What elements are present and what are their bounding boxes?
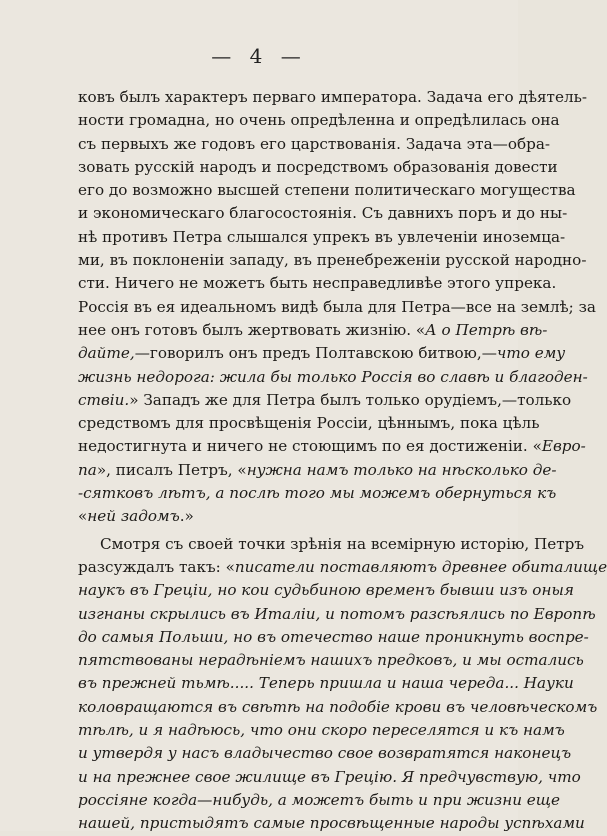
text-line — [78, 272, 557, 295]
text-segment: средствомъ для просвѣщенія Россіи, цѣннымъ, пока цѣль — [78, 414, 540, 433]
text-line — [78, 626, 589, 649]
text-segment: Смотря съ своей точки зрѣнія на всемірную исторію, Петръ — [100, 534, 585, 553]
italic-segment: жизнь недорога: жила бы только Россія во славѣ и благоден- — [78, 367, 588, 386]
text-line — [78, 672, 574, 695]
text-line — [78, 812, 585, 835]
text-line — [78, 156, 558, 179]
italic-segment: пятствованы нерадѣніемъ нашихъ предковъ, и мы остались — [78, 651, 584, 670]
italic-segment: и утвердя у насъ владычество свое возвратятся наконецъ — [78, 744, 572, 763]
text-line — [78, 202, 568, 225]
text-segment: недостигнута и ничего не стоющимъ по ея достиженіи. « — [78, 437, 542, 456]
text-line — [78, 319, 548, 342]
text-line — [78, 789, 560, 812]
text-line — [78, 226, 566, 249]
text-line — [78, 533, 585, 556]
text-segment: « — [78, 507, 88, 526]
text-segment: » Западъ же для Петра былъ только орудіемъ,—только — [129, 390, 572, 409]
text-line — [78, 133, 551, 156]
text-line — [78, 249, 587, 272]
italic-segment: А о Петрѣ вѣ- — [425, 320, 548, 339]
italic-segment: нужна намъ только на нѣсколько де- — [246, 460, 557, 479]
text-line — [78, 389, 572, 412]
text-segment: съ первыхъ же годовъ его царствованія. Задача эта—обра- — [78, 134, 551, 153]
italic-segment: -сятковъ лѣтъ, а послѣ того мы можемъ обернуться къ — [78, 484, 557, 503]
text-line — [78, 742, 572, 765]
text-line — [78, 459, 557, 482]
text-line — [78, 766, 581, 789]
text-segment: нее онъ готовъ былъ жертвовать жизнію. « — [78, 320, 426, 339]
text-segment: .» — [179, 507, 194, 526]
text-segment: его до возможно высшей степени политическаго могущества — [78, 181, 576, 200]
text-line — [78, 482, 557, 505]
italic-segment: Евро- — [541, 437, 586, 456]
text-segment: нѣ противъ Петра слышался упрекъ въ увлеченіи иноземца- — [78, 227, 566, 246]
text-line — [78, 579, 574, 602]
italic-segment: ней задомъ — [87, 507, 180, 526]
text-line — [78, 696, 598, 719]
italic-segment: наукъ въ Греціи, но кои судьбиною временъ бывши изъ оныя — [78, 581, 574, 600]
text-segment: ми, въ поклоненіи западу, въ пренебреженіи русской народно- — [78, 251, 587, 270]
italic-segment: въ прежней тьмѣ..... Теперь пришла и наша череда... Науки — [78, 674, 574, 693]
italic-segment: па — [78, 460, 97, 479]
text-line — [78, 86, 587, 109]
text-segment: Россія въ ея идеальномъ видѣ была для Петра—все на землѣ; за — [78, 297, 596, 316]
italic-segment: что ему — [496, 344, 566, 363]
page-number: — 4 — — [211, 44, 307, 68]
text-line — [78, 109, 560, 132]
text-line — [78, 505, 512, 528]
text-line — [78, 556, 607, 579]
italic-segment: и на прежнее свое жилище въ Грецію. Я предчувствую, что — [78, 767, 581, 786]
text-line — [78, 649, 584, 672]
italic-segment: нашей, пристыдятъ самые просвѣщенные народы успѣхами — [78, 814, 585, 833]
text-line — [78, 366, 588, 389]
text-line — [78, 296, 596, 319]
italic-segment: россіяне когда—нибудь, а можетъ быть и при жизни еще — [78, 790, 560, 809]
text-segment: сти. Ничего не можетъ быть несправедливѣе этого упрека. — [78, 274, 557, 293]
text-line — [78, 719, 565, 742]
text-line — [78, 435, 586, 458]
text-segment: —говорилъ онъ предъ Полтавскою битвою,— — [134, 344, 497, 363]
italic-segment: дайте, — [78, 344, 135, 363]
body-text — [78, 86, 607, 836]
text-line — [78, 412, 540, 435]
text-segment: зовать русскій народъ и посредствомъ образованія довести — [78, 157, 558, 176]
text-line — [78, 342, 566, 365]
text-segment: ности громадна, но очень опредѣленна и опредѣлилась она — [78, 111, 560, 130]
text-line — [78, 179, 576, 202]
text-segment: разсуждалъ такъ: « — [78, 557, 235, 576]
italic-segment: до самыя Польши, но въ отечество наше проникнуть воспре- — [78, 627, 589, 646]
italic-segment: тѣлѣ, и я надѣюсь, что они скоро переселятся и къ намъ — [78, 721, 565, 740]
text-segment: », писалъ Петръ, « — [96, 460, 247, 479]
italic-segment: писатели поставляютъ древнее обиталище — [234, 557, 607, 576]
italic-segment: изгнаны скрылись въ Италіи, и потомъ разсѣялись по Европѣ — [78, 604, 596, 623]
text-segment: ковъ былъ характеръ перваго императора. Задача его дѣятель- — [78, 88, 587, 106]
text-line — [78, 603, 596, 626]
text-segment: и экономическаго благосостоянія. Съ давнихъ поръ и до ны- — [78, 204, 568, 223]
italic-segment: коловращаются въ свѣтѣ на подобіе крови въ человѣческомъ — [78, 697, 598, 716]
italic-segment: ствіи. — [78, 390, 130, 409]
